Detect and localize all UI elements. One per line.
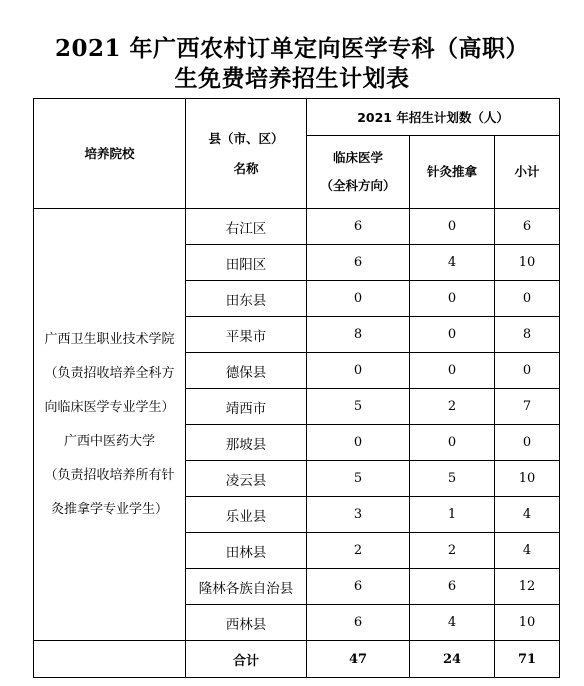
clinical-cell: 6 [307, 605, 410, 641]
subtotal-cell: 0 [495, 353, 560, 389]
school-cell [34, 209, 186, 641]
acupuncture-cell: 1 [410, 497, 495, 533]
header-clinical-line2: （全科方向） [320, 178, 396, 193]
header-acupuncture: 针灸推拿 [410, 136, 495, 209]
county-cell: 西林县 [186, 605, 307, 641]
clinical-cell: 6 [307, 569, 410, 605]
header-county-line2: 名称 [233, 160, 259, 176]
header-year-group: 2021 年招生计划数（人） [307, 99, 560, 136]
clinical-cell: 5 [307, 389, 410, 425]
total-clinical: 47 [307, 641, 410, 678]
acupuncture-cell: 0 [410, 281, 495, 317]
header-school: 培养院校 [34, 99, 186, 209]
school-line: （负责招收培养所有针 [44, 467, 175, 483]
acupuncture-cell: 4 [410, 245, 495, 281]
county-cell: 靖西市 [186, 389, 307, 425]
page-title-line2: 生免费培养招生计划表 [174, 65, 410, 92]
subtotal-cell: 4 [495, 497, 560, 533]
clinical-cell: 2 [307, 533, 410, 569]
header-county [186, 99, 307, 209]
acupuncture-cell: 2 [410, 533, 495, 569]
total-subtotal: 71 [495, 641, 560, 678]
school-line: （负责招收培养全科方 [44, 365, 175, 381]
acupuncture-cell: 5 [410, 461, 495, 497]
clinical-cell: 8 [307, 317, 410, 353]
acupuncture-cell: 6 [410, 569, 495, 605]
page-title-line1: 2021 年广西农村订单定向医学专科（高职） [54, 35, 530, 62]
school-line: 向临床医学专业学生） [44, 399, 175, 415]
school-line: 广西中医药大学 [63, 433, 155, 449]
subtotal-cell: 10 [495, 245, 560, 281]
clinical-cell: 5 [307, 461, 410, 497]
header-clinical [307, 136, 410, 209]
table-row [34, 209, 560, 245]
county-cell: 隆林各族自治县 [186, 569, 307, 605]
clinical-cell: 6 [307, 245, 410, 281]
clinical-cell: 6 [307, 209, 410, 245]
county-cell: 田阳区 [186, 245, 307, 281]
subtotal-cell: 0 [495, 281, 560, 317]
county-cell: 那坡县 [186, 425, 307, 461]
acupuncture-cell: 0 [410, 209, 495, 245]
clinical-cell: 0 [307, 281, 410, 317]
total-blank-cell [34, 641, 186, 678]
subtotal-cell: 6 [495, 209, 560, 245]
total-row [34, 641, 560, 678]
subtotal-cell: 4 [495, 533, 560, 569]
subtotal-cell: 7 [495, 389, 560, 425]
subtotal-cell: 8 [495, 317, 560, 353]
acupuncture-cell: 0 [410, 353, 495, 389]
county-cell: 凌云县 [186, 461, 307, 497]
county-cell: 右江区 [186, 209, 307, 245]
total-acupuncture: 24 [410, 641, 495, 678]
county-cell: 乐业县 [186, 497, 307, 533]
school-line: 灸推拿学专业学生） [50, 501, 168, 517]
county-cell: 德保县 [186, 353, 307, 389]
acupuncture-cell: 0 [410, 425, 495, 461]
subtotal-cell: 0 [495, 425, 560, 461]
header-clinical-line1: 临床医学 [332, 150, 383, 165]
acupuncture-cell: 2 [410, 389, 495, 425]
enrollment-plan-table [33, 98, 560, 678]
county-cell: 平果市 [186, 317, 307, 353]
subtotal-cell: 10 [495, 461, 560, 497]
school-line: 广西卫生职业技术学院 [44, 331, 175, 347]
header-county-line1: 县（市、区） [208, 130, 284, 146]
clinical-cell: 3 [307, 497, 410, 533]
county-cell: 田东县 [186, 281, 307, 317]
clinical-cell: 0 [307, 425, 410, 461]
subtotal-cell: 10 [495, 605, 560, 641]
acupuncture-cell: 0 [410, 317, 495, 353]
header-subtotal: 小计 [495, 136, 560, 209]
subtotal-cell: 12 [495, 569, 560, 605]
clinical-cell: 0 [307, 353, 410, 389]
total-label: 合计 [186, 641, 307, 678]
county-cell: 田林县 [186, 533, 307, 569]
acupuncture-cell: 4 [410, 605, 495, 641]
